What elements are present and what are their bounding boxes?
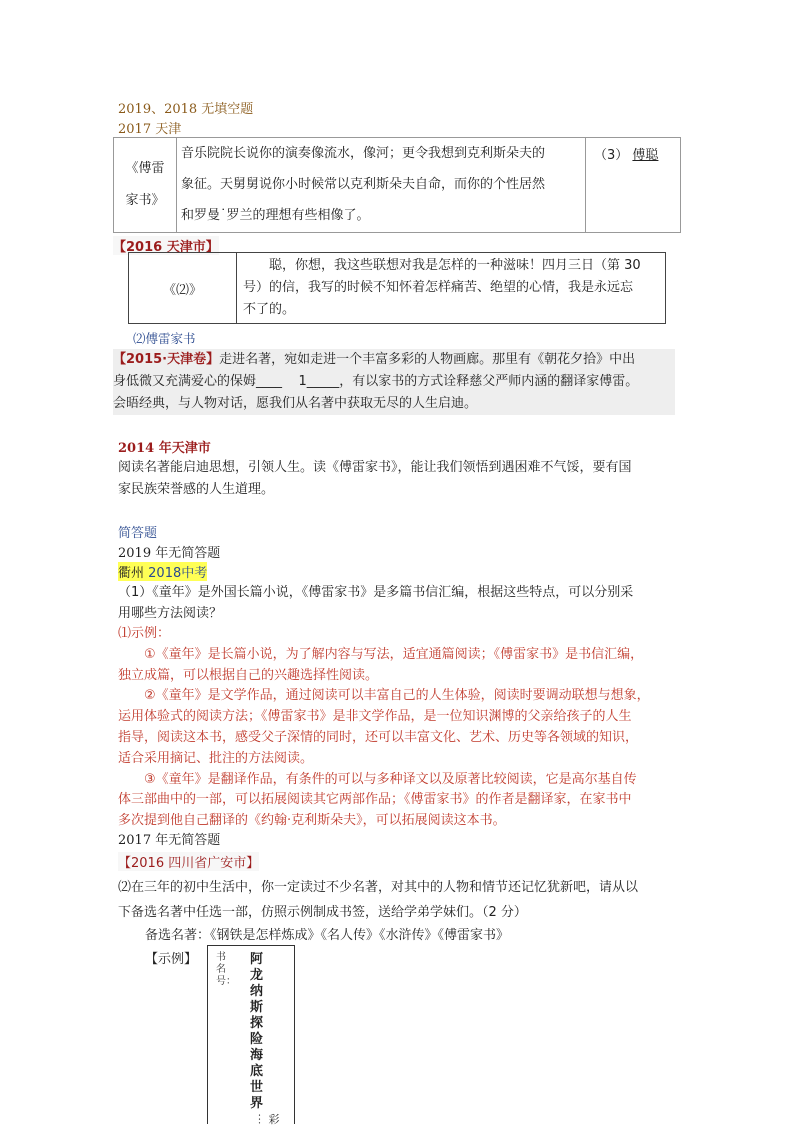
table-2017-book-line1: 《傅雷 <box>125 161 165 176</box>
bookmark <box>207 945 295 1124</box>
quzhou-question <box>118 582 678 624</box>
table-2017-quote-line3: 和罗曼˙罗兰的理想有些相像了。 <box>181 208 370 223</box>
bookmark-tail-text: ︙ 彩 <box>254 1113 280 1126</box>
table-2016-line1: 聪，你想，我这些联想对我是怎样的一种滋味！四月三日（第 30 <box>269 258 641 273</box>
section-header-2016-sichuan: 【2016 四川省广安市】 <box>118 852 259 871</box>
p2015-line3: 会晤经典，与人物对话，愿我们从名著中获取无尽的人生启迪。 <box>113 396 478 411</box>
quzhou-a3-line3: 多次提到他自己翻译的《约翰·克利斯朵夫》，可以拓展阅读这本书。 <box>118 813 506 829</box>
quzhou-example-label: ⑴示例： <box>118 626 171 641</box>
table-2017 <box>113 137 681 233</box>
table-2016-line2: 号）的信，我写的时候不知怀着怎样痛苦、绝望的心情，我是永远忘 <box>243 280 634 295</box>
sichuan-line1: ⑵在三年的初中生活中，你一定读过不少名著，对其中的人物和情节还记忆犹新吧，请从以 <box>118 880 639 895</box>
quzhou-a3-line1: ③《童年》是翻译作品，有条件的可以与多种译文以及原著比较阅读，它是高尔基自传 <box>144 771 637 787</box>
table-2016 <box>128 252 666 324</box>
bookmark-side-text: 书名号： <box>216 952 236 987</box>
quzhou-exam: 中考 <box>181 566 208 581</box>
p2014-line2: 家民族荣誉感的人生道理。 <box>118 482 275 497</box>
quzhou-city: 衢州 <box>118 566 145 581</box>
sichuan-example-label: 【示例】 <box>145 952 198 967</box>
p2015-line1: 走进名著，宛如走进一个丰富多彩的人物画廊。那里有《朝花夕拾》中出 <box>219 352 636 367</box>
quzhou-q-line2: 用哪些方法阅读？ <box>118 606 223 621</box>
section-header-2014: 2014 年天津市 <box>118 441 211 456</box>
paragraph-2015 <box>113 349 675 415</box>
p2014-line1: 阅读名著能启迪思想，引领人生。读《傅雷家书》，能让我们领悟到遇困难不气馁，要有国 <box>118 460 632 475</box>
quzhou-year: 2018 <box>148 566 182 581</box>
p2015-line2: 身低微又充满爱心的保姆____ 1_____，有以家书的方式诠释慈父严师内涵的翻译家傅雷。 <box>113 374 639 389</box>
answer-2016: ⑵傅雷家书 <box>133 331 196 346</box>
quzhou-a2-line2: 运用体验式的阅读方法；《傅雷家书》是非文学作品，是一位知识渊博的父亲给孩子的人生 <box>118 709 632 725</box>
sichuan-question <box>118 875 683 925</box>
section-header-2017: 2017 天津 <box>118 122 182 137</box>
section-header-2016-tianjin: 【2016 天津市】 <box>113 236 219 255</box>
table-2016-line3: 不了的。 <box>243 302 296 317</box>
table-2017-quote-line1: 音乐院院长说你的演奏像流水，像河；更令我想到克利斯朵夫的 <box>181 146 546 161</box>
table-2017-book-line2: 家书》 <box>125 193 165 208</box>
table-2017-quote-cell <box>177 138 586 233</box>
sichuan-line2: 下备选名著中任选一部，仿照示例制成书签，送给学弟学妹们。（2 分） <box>118 905 527 920</box>
paragraph-2014 <box>118 457 678 501</box>
bookmark-main-text: 阿龙纳斯探险海底世界 <box>250 952 264 1111</box>
section-header-2015: 【2015·天津卷】 <box>113 352 220 367</box>
quzhou-a2-line1: ②《童年》是文学作品，通过阅读可以丰富自己的人生体验，阅读时要调动联想与想象， <box>144 688 650 704</box>
answer-number: （3） <box>594 148 629 163</box>
quzhou-answer <box>118 624 678 832</box>
quzhou-a1-line2: 独立成篇，可以根据自己的兴趣选择性阅读。 <box>118 667 379 683</box>
table-2016-label: 《⑵》 <box>129 253 237 324</box>
section-header-short-answer: 简答题 <box>118 526 158 541</box>
table-2017-book-cell <box>114 138 177 233</box>
quzhou-a1-line1: ①《童年》是长篇小说，为了解内容与写法，适宜通篇阅读；《傅雷家书》是书信汇编， <box>144 646 644 662</box>
section-header-2017-none: 2017 年无简答题 <box>118 833 221 848</box>
quzhou-q-line1: （1）《童年》是外国长篇小说，《傅雷家书》是多篇书信汇编，根据这些特点，可以分别采 <box>118 585 634 600</box>
answer-text: 傅聪 <box>632 148 659 163</box>
section-header-2019-none: 2019 年无简答题 <box>118 546 221 561</box>
quzhou-a2-line3: 指导，阅读这本书，感受父子深情的同时，还可以丰富文化、艺术、历史等各领域的知识， <box>118 729 639 745</box>
table-2016-text-cell <box>237 253 666 324</box>
section-header-quzhou <box>118 562 207 581</box>
table-2017-quote-line2: 象征。天舅舅说你小时候常以克利斯朵夫自命，而你的个性居然 <box>181 177 546 192</box>
table-2017-answer-cell <box>586 138 681 233</box>
quzhou-a3-line2: 体三部曲中的一部，可以拓展阅读其它两部作品；《傅雷家书》的作者是翻译家，在家书中 <box>118 792 632 808</box>
sichuan-candidates: 备选名著：《钢铁是怎样炼成》《名人传》《水浒传》《傅雷家书》 <box>145 928 510 943</box>
quzhou-a2-line4: 适合采用摘记、批注的方法阅读。 <box>118 750 314 766</box>
section-header-2019-2018: 2019、2018 无填空题 <box>118 102 254 117</box>
